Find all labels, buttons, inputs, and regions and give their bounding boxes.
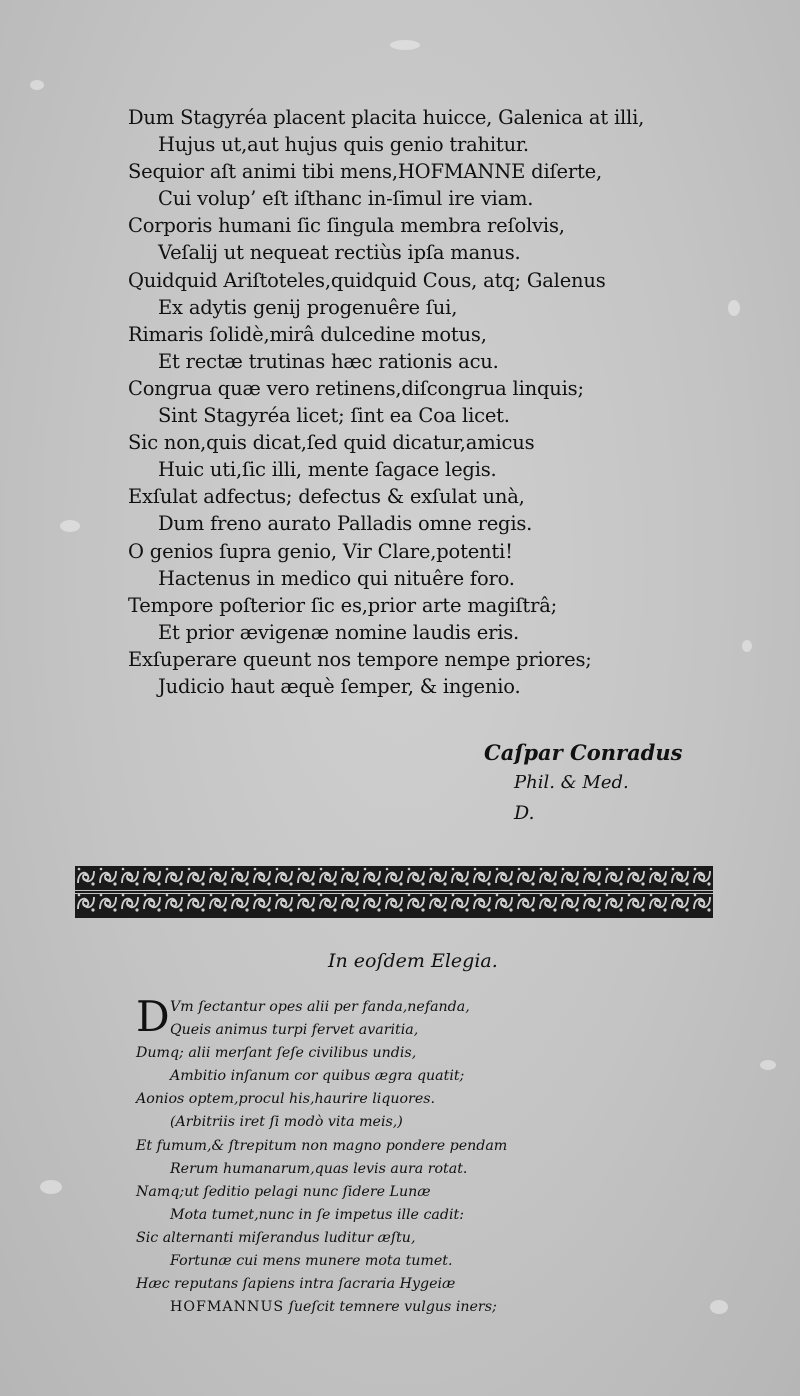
elegy-line: Sic alternanti miſerandus luditur æſtu, bbox=[136, 1229, 416, 1246]
poem-line: Dum freno aurato Palladis omne regis. bbox=[158, 512, 533, 536]
elegy-line: Namq;ut ſeditio pelagi nunc ſidere Lunæ bbox=[136, 1183, 431, 1200]
elegy-line: Ambitio inſanum cor quibus ægra quatit; bbox=[170, 1068, 465, 1085]
poem-line: Sint Stagyréa licet; ſint ea Coa licet. bbox=[158, 404, 510, 428]
drop-capital: D bbox=[136, 992, 170, 1041]
elegy-title: In eoſdem Elegia. bbox=[328, 950, 498, 972]
poem-line: Quidquid Ariſtoteles,quidquid Cous, atq; Galenus bbox=[128, 268, 606, 292]
poem-line: Exſulat adfectus; defectus & exſulat unà, bbox=[128, 485, 525, 509]
poem-line: O genios ſupra genio, Vir Clare,potenti! bbox=[128, 539, 513, 563]
poem-line: Et rectæ trutinas hæc rationis acu. bbox=[158, 349, 499, 373]
author-name: Caſpar Conradus bbox=[484, 740, 683, 765]
poem-line: Exſuperare queunt nos tempore nempe priores; bbox=[128, 647, 592, 671]
elegy-line-last bbox=[136, 1296, 696, 1319]
decorative-border-ornament bbox=[75, 864, 713, 920]
poem-line: Sic non,quis dicat,ſed quid dicatur,amicus bbox=[128, 431, 535, 455]
hofmannus-name: HOFMANNUS bbox=[170, 1299, 285, 1316]
poem-line: Hujus ut,aut hujus quis genio trahitur. bbox=[158, 133, 529, 157]
poem-line: Dum Stagyréa placent placita huicce, Galenica at illi, bbox=[128, 106, 645, 129]
poem-line: Hactenus in medico qui nituêre foro. bbox=[158, 566, 515, 590]
elegy-line: Hæc reputans ſapiens intra ſacraria Hygeiæ bbox=[136, 1276, 456, 1293]
poem-line: Corporis humani ſic ſingula membra reſolvis, bbox=[128, 214, 565, 238]
poem-line: Rimaris ſolidè,mirâ dulcedine motus, bbox=[128, 322, 487, 346]
elegy-line: Rerum humanarum,quas levis aura rotat. bbox=[170, 1160, 468, 1177]
elegy-line: Aonios optem,procul his,haurire liquores. bbox=[136, 1091, 436, 1108]
elegy-line: (Arbitriis iret ſi modò vita meis,) bbox=[170, 1114, 403, 1131]
poem-line: Veſalij ut nequeat rectiùs ipſa manus. bbox=[158, 241, 521, 265]
dedicatory-poem bbox=[128, 104, 688, 700]
poem-line: Et prior ævigenæ nomine laudis eris. bbox=[158, 620, 520, 644]
author-title: Phil. & Med. bbox=[514, 772, 629, 793]
poem-line: Judicio haut æquè ſemper, & ingenio. bbox=[158, 674, 521, 698]
elegy-line: Vm ſectantur opes alii per fanda,nefanda, bbox=[170, 999, 470, 1015]
signature-block bbox=[484, 738, 682, 828]
poem-line: Cui volup’ eſt iſthanc in-ſimul ire viam. bbox=[158, 187, 534, 211]
poem-line: Sequior aſt animi tibi mens,HOFMANNE diſerte, bbox=[128, 160, 602, 184]
elegy-line: Et fumum,& ſtrepitum non magno pondere pendam bbox=[136, 1137, 508, 1154]
elegy-line: Dumq; alii merſant ſeſe civilibus undis, bbox=[136, 1045, 417, 1062]
poem-line: Ex adytis genij progenuêre ſui, bbox=[158, 295, 458, 319]
poem-line: Huic uti,ſic illi, mente ſagace legis. bbox=[158, 458, 497, 482]
elegy-line-text: ſueſcit temnere vulgus iners; bbox=[288, 1299, 497, 1316]
author-degree: D. bbox=[514, 802, 535, 824]
elegy-poem bbox=[136, 992, 696, 1319]
elegy-line: Mota tumet,nunc in ſe impetus ille cadit: bbox=[170, 1206, 464, 1223]
poem-line: Tempore poſterior ſic es,prior arte magiſtrâ; bbox=[128, 593, 557, 617]
elegy-line: Fortunæ cui mens munere mota tumet. bbox=[170, 1253, 453, 1270]
elegy-line: Queis animus turpi fervet avaritia, bbox=[170, 1022, 419, 1039]
poem-line: Congrua quæ vero retinens,diſcongrua linquis; bbox=[128, 376, 584, 400]
